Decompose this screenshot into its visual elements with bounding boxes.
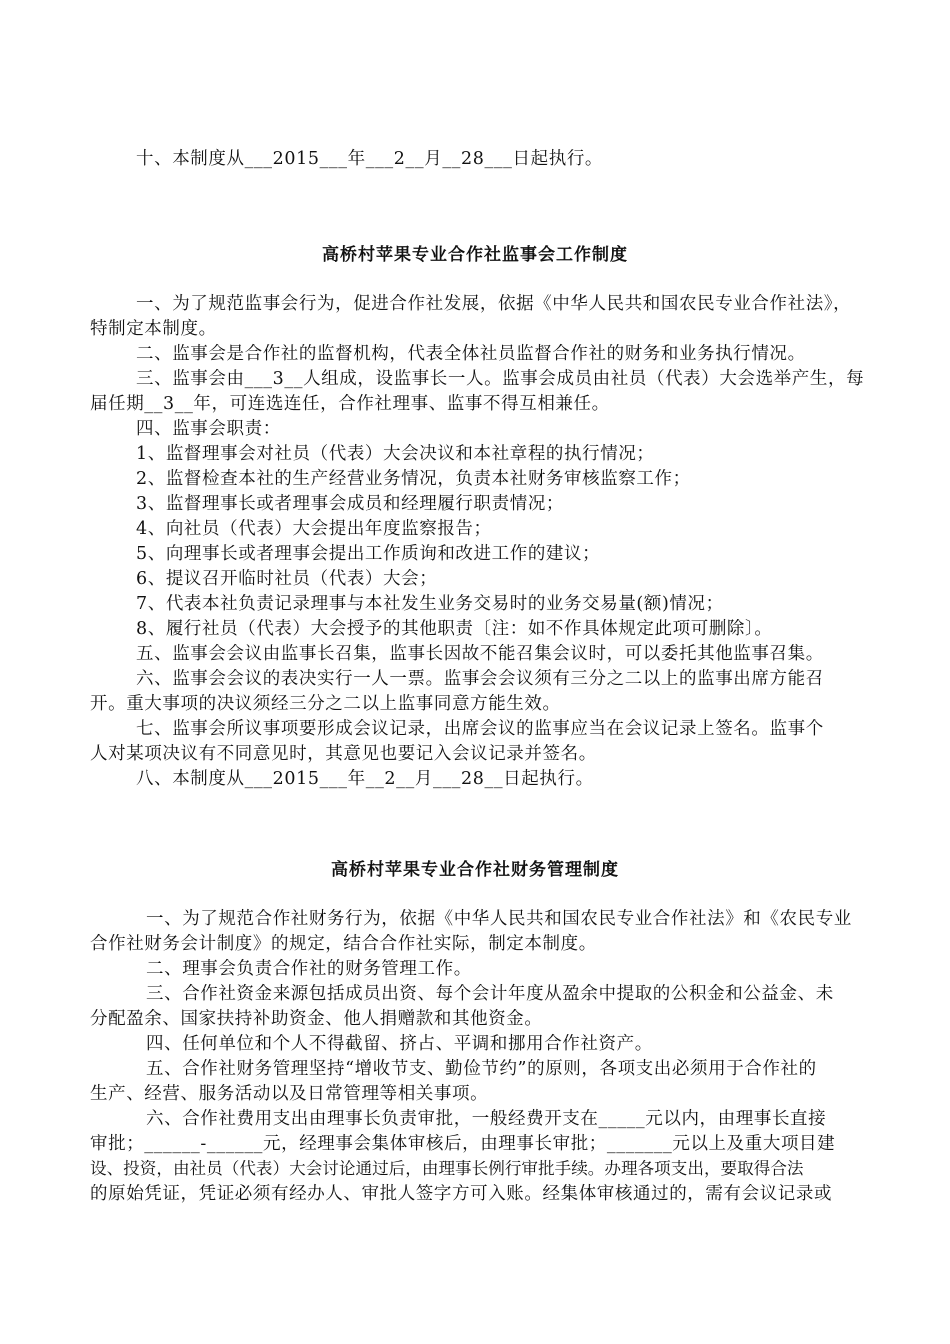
financial-management-title: 高桥村苹果专业合作社财务管理制度 — [331, 860, 619, 880]
paragraph-line: 四、任何单位和个人不得截留、挤占、平调和挪用合作社资产。 — [146, 1034, 653, 1054]
paragraph-line: 三、合作社资金来源包括成员出资、每个会计年度从盈余中提取的公积金和公益金、未 — [146, 984, 834, 1004]
duty-item: 1、监督理事会对社员（代表）大会决议和本社章程的执行情况； — [136, 444, 655, 464]
paragraph-line: 特制定本制度。 — [90, 319, 217, 339]
paragraph-line: 二、理事会负责合作社的财务管理工作。 — [146, 959, 472, 979]
paragraph-line: 一、为了规范监事会行为，促进合作社发展，依据《中华人民共和国农民专业合作社法》， — [136, 294, 852, 314]
paragraph-line: 开。重大事项的决议须经三分之二以上监事同意方能生效。 — [90, 694, 561, 714]
paragraph-line: 三、监事会由___3__人组成，设监事长一人。监事会成员由社员（代表）大会选举产生，每 — [136, 369, 865, 389]
duty-item: 3、监督理事长或者理事会成员和经理履行职责情况； — [136, 494, 565, 514]
paragraph-line: 一、为了规范合作社财务行为，依据《中华人民共和国农民专业合作社法》和《农民专业 — [146, 909, 852, 929]
paragraph-line: 四、监事会职责： — [136, 419, 281, 439]
paragraph-line: 审批；______-______元，经理事会集体审核后，由理事长审批；_______元以上及重大项目建 — [90, 1134, 836, 1154]
paragraph-line: 设、投资，由社员（代表）大会讨论通过后，由理事长例行审批手续。办理各项支出，要取得合法 — [90, 1159, 804, 1178]
paragraph-line: 六、合作社费用支出由理事长负责审批，一般经费开支在_____元以内，由理事长直接 — [146, 1109, 827, 1129]
paragraph-line: 届任期__3__年，可连选连任，合作社理事、监事不得互相兼任。 — [90, 394, 610, 414]
duty-item: 4、向社员（代表）大会提出年度监察报告； — [136, 519, 492, 539]
paragraph-line: 六、监事会会议的表决实行一人一票。监事会会议须有三分之二以上的监事出席方能召 — [136, 669, 824, 689]
paragraph-line: 生产、经营、服务活动以及日常管理等相关事项。 — [90, 1084, 489, 1104]
supervisory-board-title: 高桥村苹果专业合作社监事会工作制度 — [322, 245, 628, 265]
paragraph-line: 二、监事会是合作社的监督机构，代表全体社员监督合作社的财务和业务执行情况。 — [136, 344, 806, 364]
duty-item: 6、提议召开临时社员（代表）大会； — [136, 569, 438, 589]
paragraph-line: 五、监事会会议由监事长召集，监事长因故不能召集会议时，可以委托其他监事召集。 — [136, 644, 824, 664]
paragraph-line: 合作社财务会计制度》的规定，结合合作社实际，制定本制度。 — [90, 934, 597, 954]
duty-item: 7、代表本社负责记录理事与本社发生业务交易时的业务交易量(额)情况； — [136, 594, 724, 614]
duty-item: 2、监督检查本社的生产经营业务情况，负责本社财务审核监察工作； — [136, 469, 691, 489]
duty-item: 8、履行社员（代表）大会授予的其他职责〔注：如不作具体规定此项可删除〕。 — [136, 619, 773, 639]
paragraph-line: 八、本制度从___2015___年__2__月___28__日起执行。 — [136, 769, 594, 789]
duty-item: 5、向理事长或者理事会提出工作质询和改进工作的建议； — [136, 544, 601, 564]
previous-section-last-item: 十、本制度从___2015___年___2__月__28___日起执行。 — [136, 149, 604, 169]
paragraph-line: 的原始凭证，凭证必须有经办人、审批人签字方可入账。经集体审核通过的，需有会议记录或 — [90, 1184, 833, 1204]
paragraph-line: 人对某项决议有不同意见时，其意见也要记入会议记录并签名。 — [90, 744, 597, 764]
paragraph-line: 分配盈余、国家扶持补助资金、他人捐赠款和其他资金。 — [90, 1009, 543, 1029]
paragraph-line: 五、合作社财务管理坚持“增收节支、勤俭节约”的原则，各项支出必须用于合作社的 — [146, 1059, 817, 1079]
paragraph-line: 七、监事会所议事项要形成会议记录，出席会议的监事应当在会议记录上签名。监事个 — [136, 719, 824, 739]
